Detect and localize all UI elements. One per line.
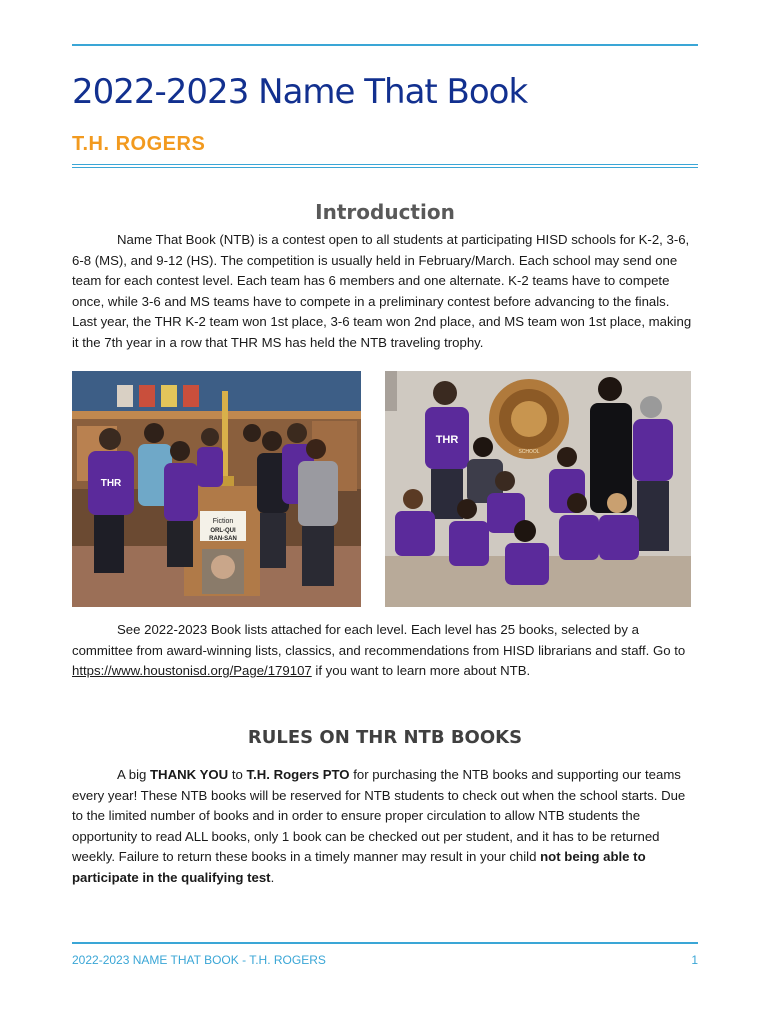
rules-heading: RULES ON THR NTB BOOKS	[247, 727, 523, 748]
page-number: 1	[691, 953, 698, 967]
shelf-sign-text-2: ORL-QUI	[210, 528, 236, 534]
houstonisd-link[interactable]: https://www.houstonisd.org/Page/179107	[72, 663, 312, 679]
rules-text-3: for purchasing the NTB books and supporting our teams every year! These NTB books will be reserved for NTB students to check out when the school starts. Due to the limited number of books and in order to ensure proper circulation to allow NTB students the opportunity to read ALL books, only 1 book can be checked out per student, and it has to be returned weekly. Failure to return these books in a timely manner may result in your child	[72, 767, 686, 865]
document-subtitle: T.H. ROGERS	[72, 133, 206, 155]
rules-text-4: .	[270, 869, 275, 885]
footer-rule	[72, 942, 698, 944]
team-group-photo	[385, 371, 691, 607]
footer-title: 2022-2023 NAME THAT BOOK - T.H. ROGERS	[72, 953, 326, 967]
seal-text: SCHOOL	[518, 449, 540, 455]
rules-pto: T.H. Rogers PTO	[246, 767, 350, 782]
intro-paragraph	[72, 230, 698, 354]
book-lists-text: See 2022-2023 Book lists attached for each level. Each level has 25 books, selected by a committee from award-winning lists, classics, and recommendations from HISD librarians and staff. Go to	[72, 622, 686, 658]
rules-paragraph	[72, 765, 698, 889]
document-title: 2022-2023 Name That Book	[72, 72, 528, 112]
rules-text-1: A big	[117, 767, 150, 782]
rules-text-2: to	[228, 767, 247, 782]
book-lists-text-end: if you want to learn more about NTB.	[311, 663, 531, 679]
intro-heading: Introduction	[315, 200, 455, 224]
shirt-text-1: THR	[100, 478, 122, 489]
rules-warning: not being able to participate in the qualifying test	[72, 849, 646, 885]
header-rule	[72, 44, 698, 46]
shirt-text-2: THR	[435, 434, 459, 446]
book-lists-paragraph	[72, 620, 698, 682]
shelf-sign-text-3: RAN-SAN	[209, 536, 237, 542]
shelf-sign-text-1: Fiction	[212, 518, 234, 525]
header-double-rule	[72, 164, 698, 168]
team-trophy-photo	[72, 371, 361, 607]
intro-text: Name That Book (NTB) is a contest open to all students at participating HISD schools for K-2, 3-6, 6-8 (MS), and 9-12 (HS). The competition is usually held in February/March. Each school may send one team for each contest level. Each team has 6 members and one alternate. K-2 teams have to compete once, while 3-6 and MS teams have to compete in a preliminary contest before advancing to the finals. Last year, the THR K-2 team won 1st place, 3-6 team won 2nd place, and MS team won 1st place, making it the 7th year in a row that THR MS has held the NTB traveling trophy.	[72, 232, 692, 350]
rules-thank-you: THANK YOU	[150, 767, 229, 782]
